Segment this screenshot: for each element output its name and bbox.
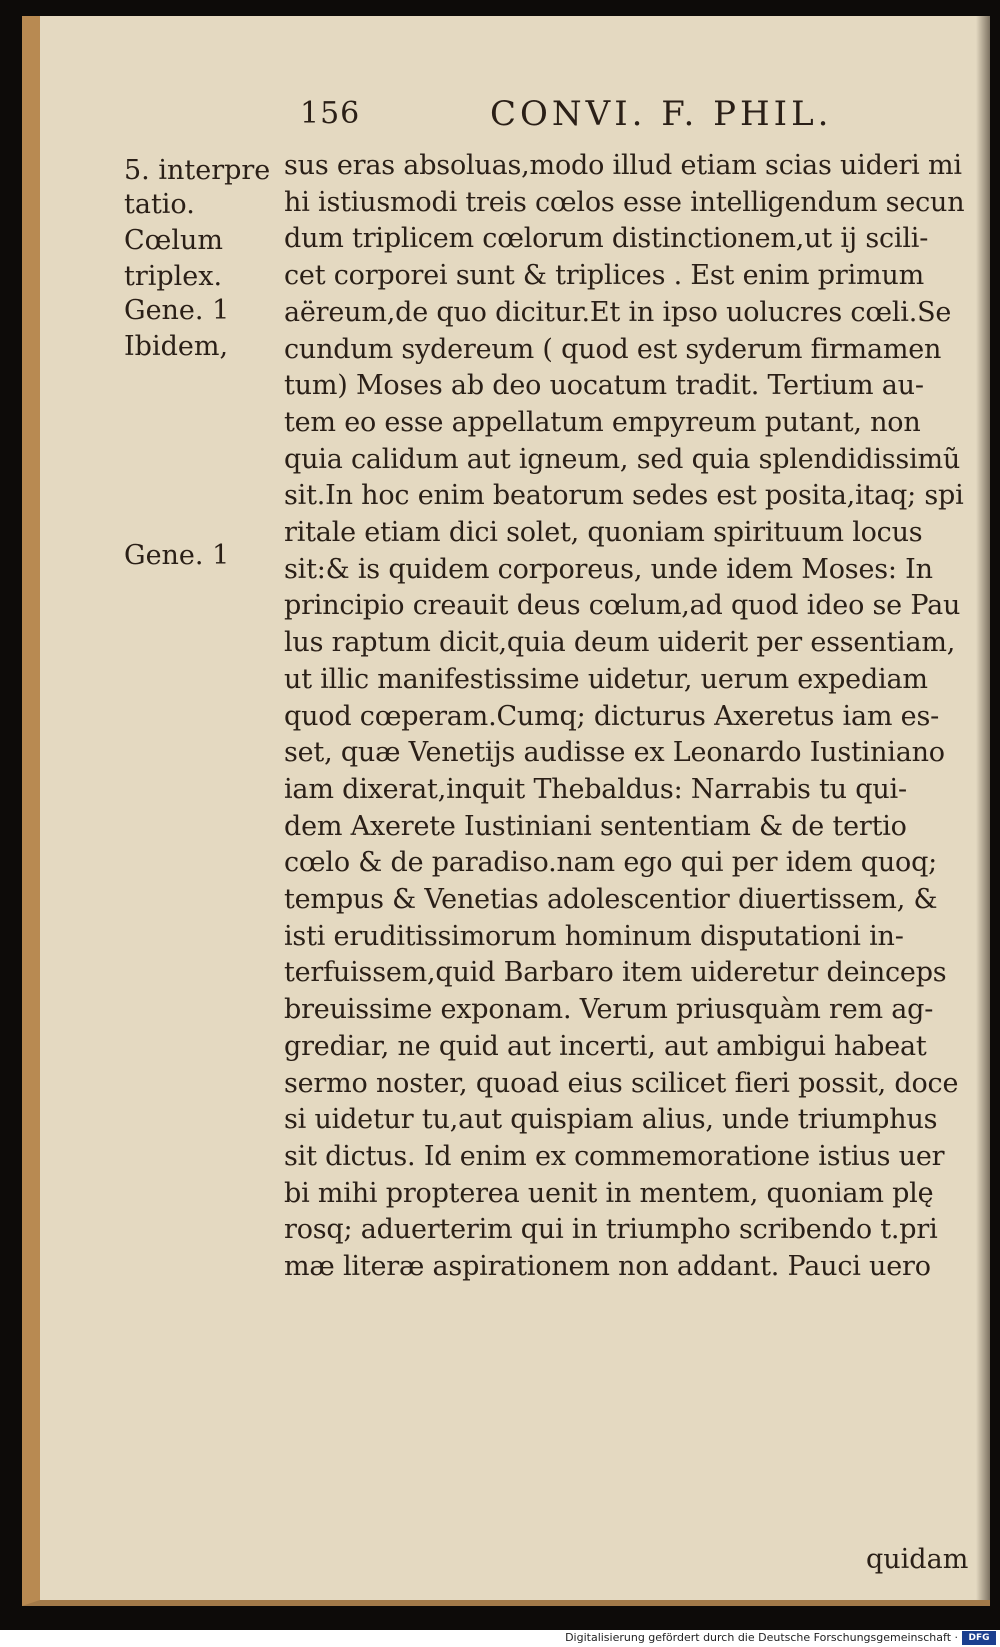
- margin-note: 5. interpre: [124, 155, 271, 186]
- text-line: sus eras absoluas,modo illud etiam scias uideri mi: [284, 150, 962, 181]
- text-line: terfuissem,quid Barbaro item uideretur deinceps: [284, 957, 947, 989]
- margin-note: Gene. 1: [124, 295, 230, 326]
- text-line: cet corporei sunt & triplices . Est enim primum: [284, 260, 924, 292]
- text-line: principio creauit deus cœlum,ad quod ideo se Pau: [284, 590, 961, 622]
- book-page: [22, 16, 990, 1606]
- footer-credit-bar: [0, 1630, 1000, 1647]
- text-line: tum) Moses ab deo uocatum tradit. Tertium au-: [284, 370, 924, 402]
- text-line: ut illic manifestissime uidetur, uerum expediam: [284, 663, 928, 695]
- text-line: quod cœperam.Cumq; dicturus Axeretus iam es-: [284, 700, 940, 732]
- margin-note: Cœlum: [124, 225, 223, 256]
- text-line: tem eo esse appellatum empyreum putant, non: [284, 406, 921, 438]
- margin-note: Ibidem,: [124, 331, 229, 362]
- text-line: iam dixerat,inquit Thebaldus: Narrabis tu qui-: [284, 773, 907, 805]
- margin-note: tatio.: [124, 189, 195, 220]
- text-line: sit.In hoc enim beatorum sedes est posita,itaq; spi: [284, 480, 964, 512]
- text-line: tempus & Venetias adolescentior diuertissem, &: [284, 884, 938, 916]
- text-line: aëreum,de quo dicitur.Et in ipso uolucres cœli.Se: [284, 296, 952, 328]
- text-line: isti eruditissimorum hominum disputationi in-: [284, 920, 904, 952]
- text-line: mæ literæ aspirationem non addant. Pauci uero: [284, 1251, 931, 1283]
- text-line: cœlo & de paradiso.nam ego qui per idem quoq;: [284, 847, 938, 879]
- catchword: quidam: [866, 1544, 969, 1575]
- dfg-logo: DFG: [962, 1631, 996, 1645]
- body-text: [284, 148, 984, 1286]
- text-line: set, quæ Venetijs audisse ex Leonardo Iustiniano: [284, 737, 945, 769]
- text-line: sit:& is quidem corporeus, unde idem Moses: In: [284, 553, 933, 585]
- text-line: quia calidum aut igneum, sed quia splendidissimũ: [284, 443, 961, 475]
- text-line: sermo noster, quoad eius scilicet fieri possit, doce: [284, 1067, 959, 1099]
- running-head: CONVI. F. PHIL.: [490, 94, 833, 134]
- text-line: ritale etiam dici solet, quoniam spirituum locus: [284, 517, 923, 549]
- text-line: breuissime exponam. Verum priusquàm rem ag-: [284, 994, 934, 1026]
- page-header: [40, 88, 990, 138]
- text-line: dum triplicem cœlorum distinctionem,ut ij scili-: [284, 223, 929, 255]
- text-line: hi istiusmodi treis cœlos esse intelligendum secun: [284, 186, 965, 218]
- text-line: sit dictus. Id enim ex commemoratione istius uer: [284, 1140, 945, 1172]
- funding-credit: Digitalisierung gefördert durch die Deutsche Forschungsgemeinschaft ·: [565, 1631, 958, 1644]
- text-line: bi mihi propterea uenit in mentem, quoniam plę: [284, 1177, 934, 1209]
- text-line: lus raptum dicit,quia deum uiderit per essentiam,: [284, 627, 956, 659]
- text-line: dem Axerete Iustiniani sententiam & de tertio: [284, 810, 907, 842]
- text-line: rosq; aduerterim qui in triumpho scribendo t.pri: [284, 1214, 938, 1246]
- margin-note: triplex.: [124, 261, 223, 292]
- text-line: si uidetur tu,aut quispiam alius, unde triumphus: [284, 1104, 938, 1136]
- text-line: cundum sydereum ( quod est syderum firmamen: [284, 333, 942, 365]
- margin-note: Gene. 1: [124, 540, 230, 571]
- text-line: grediar, ne quid aut incerti, aut ambigui habeat: [284, 1030, 927, 1062]
- page-number: 156: [300, 96, 361, 131]
